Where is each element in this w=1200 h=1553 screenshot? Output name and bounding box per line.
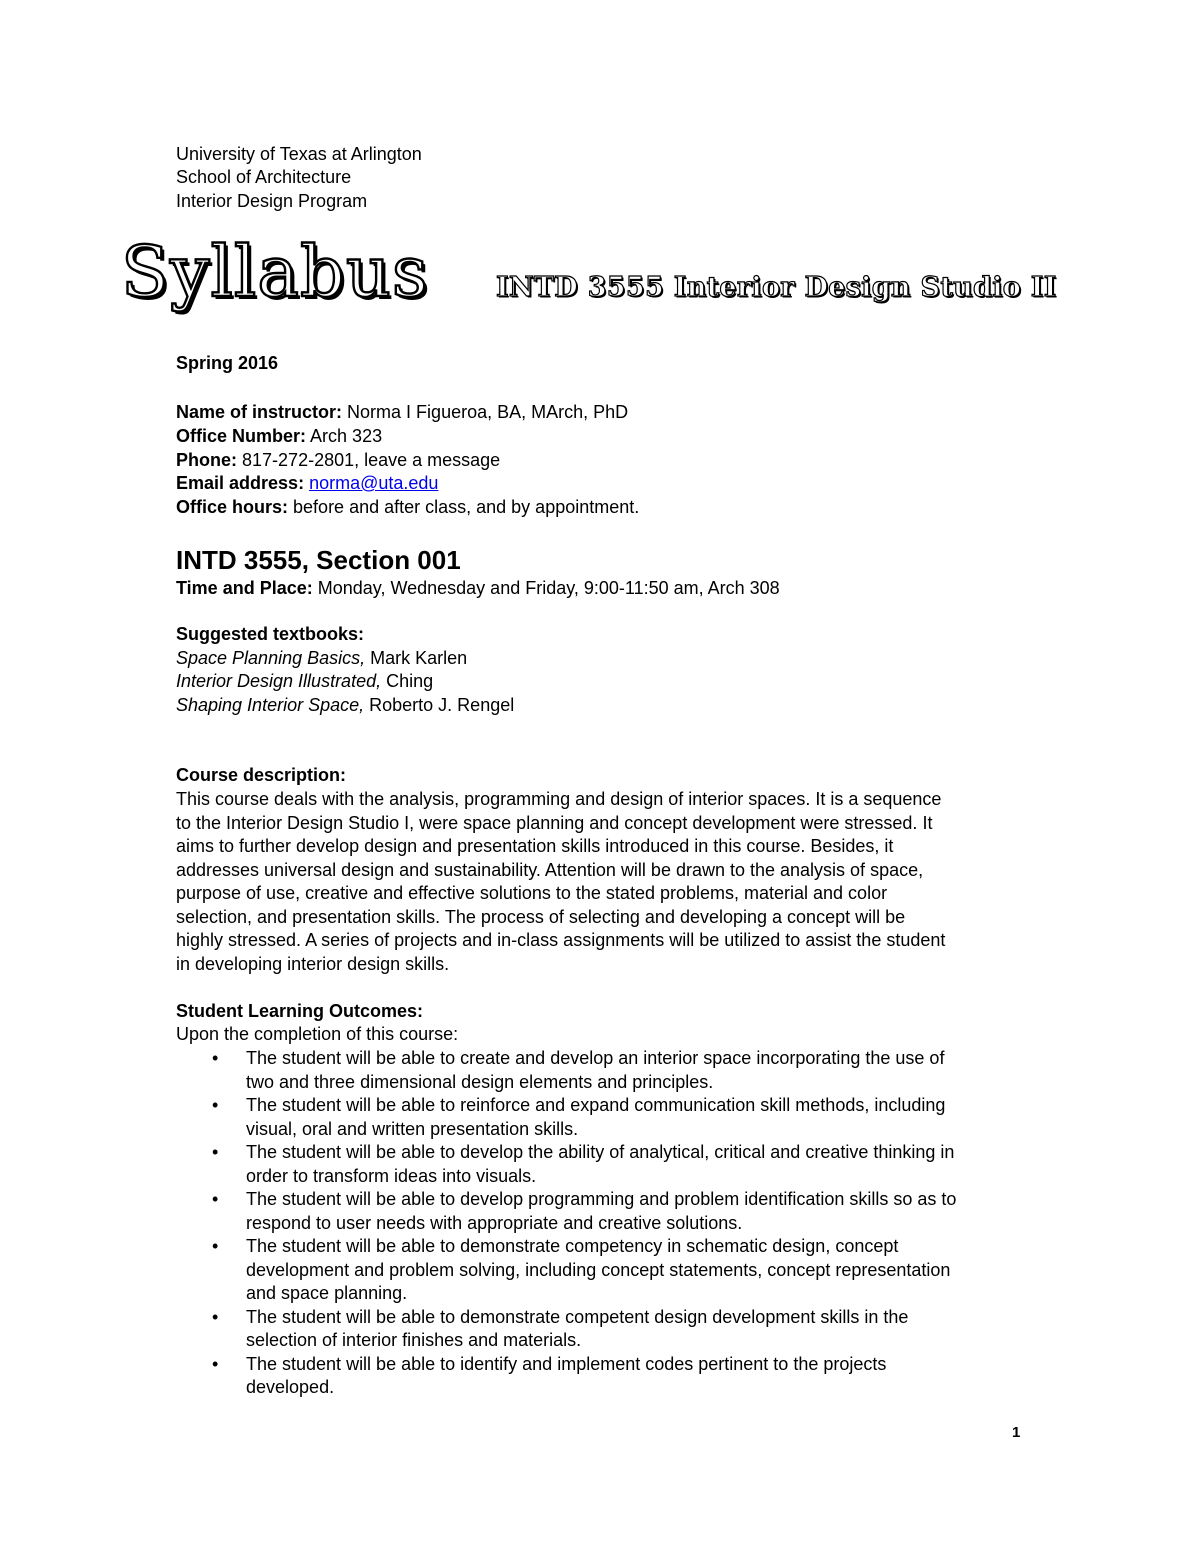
outcome-line: order to transform ideas into visuals.	[246, 1165, 537, 1186]
university-name: University of Texas at Arlington	[176, 144, 422, 164]
description-line: This course deals with the analysis, programming and design of interior spaces. It is a sequence	[176, 789, 942, 809]
syllabus-title: Syllabus	[121, 231, 429, 313]
textbook-item	[176, 694, 514, 718]
office-label: Office Number:	[176, 426, 307, 446]
page-number: 1	[1012, 1424, 1021, 1441]
description-line: purpose of use, creative and effective solutions to the stated problems, material and color	[176, 883, 888, 903]
bullet-icon: •	[212, 1095, 219, 1115]
textbooks-heading	[176, 623, 364, 647]
outcome-line: The student will be able to demonstrate competent design development skills in the	[246, 1306, 909, 1327]
time-place-row	[176, 577, 780, 601]
school-name: School of Architecture	[176, 167, 352, 187]
outcome-line: selection of interior finishes and materials.	[246, 1330, 582, 1350]
outcomes-heading-text: Student Learning Outcomes:	[176, 1001, 424, 1021]
section-heading: INTD 3555, Section 001	[176, 545, 461, 575]
time-place-label: Time and Place:	[176, 578, 313, 598]
outcome-line: The student will be able to develop the ability of analytical, critical and creative thinking in	[246, 1142, 955, 1162]
office-hours-label: Office hours:	[176, 497, 289, 517]
list-item	[176, 1047, 1056, 1094]
textbook-author: Roberto J. Rengel	[369, 695, 515, 715]
email-label: Email address:	[176, 473, 305, 493]
outcome-line: The student will be able to create and develop an interior space incorporating the use of	[246, 1048, 945, 1068]
textbooks-heading-text: Suggested textbooks:	[176, 624, 365, 644]
description-line: in developing interior design skills.	[176, 953, 450, 974]
bullet-icon: •	[212, 1353, 219, 1374]
outcome-line: The student will be able to develop programming and problem identification skills so as to	[246, 1189, 957, 1209]
bullet-icon: •	[212, 1189, 219, 1209]
description-line: addresses universal design and sustainability. Attention will be drawn to the analysis of space,	[176, 859, 924, 880]
outcome-line: The student will be able to identify and implement codes pertinent to the projects	[246, 1353, 887, 1374]
email-row	[176, 472, 438, 496]
program-name: Interior Design Program	[176, 191, 368, 211]
list-item	[176, 1141, 1056, 1188]
outcome-line: developed.	[246, 1377, 335, 1397]
phone-label: Phone:	[176, 450, 237, 470]
textbook-item	[176, 670, 433, 694]
outcome-line: The student will be able to reinforce and expand communication skill methods, including	[246, 1095, 946, 1115]
instructor-name: Norma I Figueroa, BA, MArch, PhD	[347, 402, 629, 422]
phone-row	[176, 449, 500, 473]
outcome-line: and space planning.	[246, 1283, 408, 1303]
instructor-row	[176, 401, 628, 425]
outcome-line: two and three dimensional design elements and principles.	[246, 1071, 714, 1092]
term-label	[176, 352, 278, 376]
bullet-icon: •	[212, 1048, 219, 1068]
outcome-line: visual, oral and written presentation skills.	[246, 1118, 579, 1139]
list-item	[176, 1094, 1056, 1141]
outcome-line: development and problem solving, including concept statements, concept representation	[246, 1259, 951, 1280]
textbook-author: Mark Karlen	[370, 648, 468, 668]
email-link[interactable]: norma@uta.edu	[309, 473, 439, 493]
textbook-title: Shaping Interior Space,	[176, 695, 365, 715]
description-paragraph	[176, 788, 1046, 976]
outcomes-list	[176, 1047, 1056, 1400]
textbook-item	[176, 647, 467, 671]
textbook-title: Space Planning Basics,	[176, 648, 366, 668]
description-line: highly stressed. A series of projects and in-class assignments will be utilized to assist the student	[176, 930, 946, 950]
time-place-value: Monday, Wednesday and Friday, 9:00-11:50 am, Arch 308	[317, 578, 780, 598]
outcome-line: The student will be able to demonstrate competency in schematic design, concept	[246, 1236, 899, 1256]
list-item	[176, 1188, 1056, 1235]
list-item	[176, 1353, 1056, 1400]
bullet-icon: •	[212, 1142, 219, 1162]
outcomes-intro: Upon the completion of this course:	[176, 1024, 459, 1044]
description-line: aims to further develop design and presentation skills introduced in this course. Besides, it	[176, 836, 894, 856]
phone-value: 817-272-2801, leave a message	[242, 450, 501, 470]
course-title: INTD 3555 Interior Design Studio II	[496, 272, 1057, 303]
instructor-label: Name of instructor:	[176, 402, 343, 422]
description-line: selection, and presentation skills. The process of selecting and developing a concept will be	[176, 906, 906, 927]
term-text: Spring 2016	[176, 353, 279, 373]
list-item	[176, 1235, 1056, 1306]
bullet-icon: •	[212, 1306, 219, 1327]
office-value: Arch 323	[310, 426, 383, 446]
list-item	[176, 1306, 1056, 1353]
textbook-title: Interior Design Illustrated,	[176, 671, 382, 691]
bullet-icon: •	[212, 1236, 219, 1256]
description-heading	[176, 764, 346, 788]
outcomes-heading	[176, 1000, 423, 1024]
office-hours-row	[176, 496, 639, 520]
description-heading-text: Course description:	[176, 765, 347, 785]
outcome-line: respond to user needs with appropriate and creative solutions.	[246, 1212, 743, 1233]
office-hours-value: before and after class, and by appointment.	[293, 497, 640, 517]
textbook-author: Ching	[386, 671, 434, 691]
description-line: to the Interior Design Studio I, were space planning and concept development were stressed. It	[176, 812, 933, 833]
office-row	[176, 425, 382, 449]
